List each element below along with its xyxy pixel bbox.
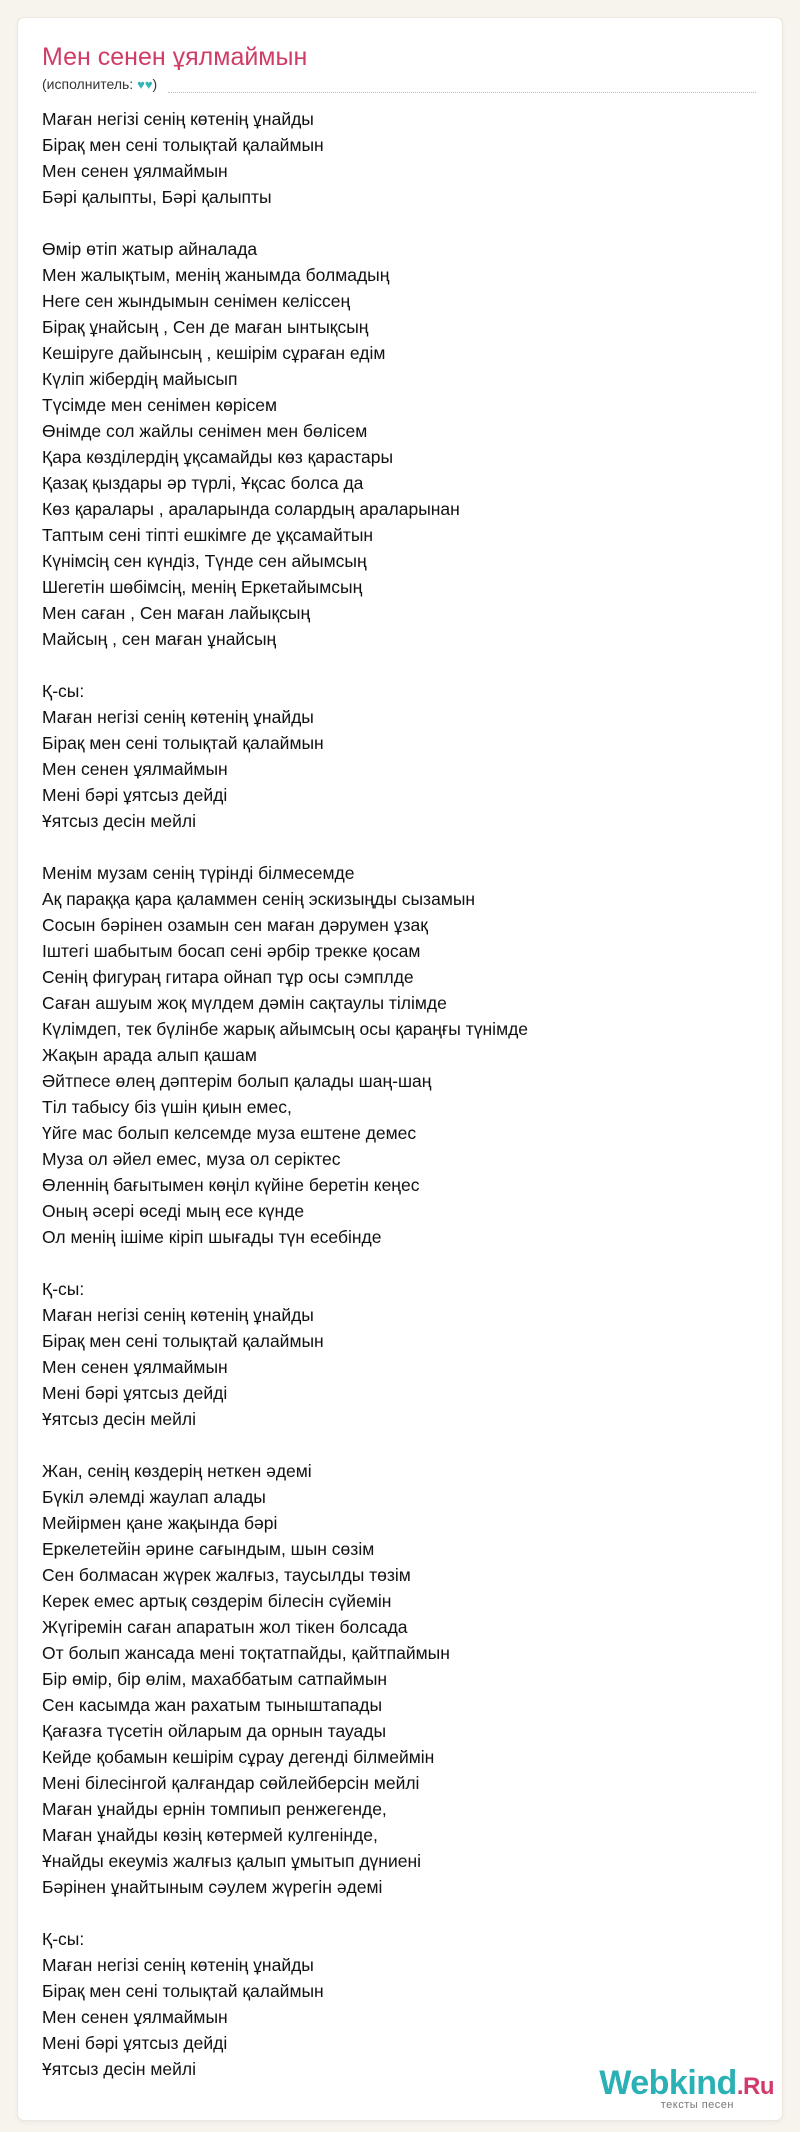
lyrics-line: Тіл табысу біз үшін қиын емес, (42, 1097, 292, 1117)
lyrics-line: Мені бәрі ұятсыз дейді (42, 785, 228, 805)
lyrics-line: Маған негізі сенің көтенің ұнайды (42, 109, 314, 129)
lyrics-line: Маған ұнайды көзің көтермей кулгенінде, (42, 1825, 378, 1845)
lyrics-line: Мейірмен қане жақында бәрі (42, 1513, 278, 1533)
lyrics-line: Таптым сені тіпті ешкімге де ұқсамайтын (42, 525, 374, 545)
lyrics-line: Түсімде мен сенімен көрісем (42, 395, 278, 415)
lyrics-line: Күнімсің сен күндіз, Түнде сен айымсың (42, 551, 367, 571)
lyrics-line: Жақын арада алып қашам (42, 1045, 257, 1065)
lyrics-line: Іштегі шабытым босап сені әрбір трекке қосам (42, 941, 421, 961)
lyrics-line: Бәрі қалыпты, Бәрі қалыпты (42, 187, 272, 207)
lyrics-stanza (42, 106, 528, 210)
lyrics-line: Сен болмасан жүрек жалғыз, таусылды төзім (42, 1565, 411, 1585)
dotted-divider (168, 92, 756, 93)
lyrics-stanza (42, 678, 528, 834)
lyrics-line: Оның әсері өседі мың есе күнде (42, 1201, 305, 1221)
lyrics-line: Бірақ мен сені толықтай қалаймын (42, 733, 324, 753)
lyrics-line: Күлімдеп, тек бүлінбе жарық айымсың осы қараңғы түнімде (42, 1019, 529, 1039)
lyrics-line: Мені бәрі ұятсыз дейді (42, 2033, 228, 2053)
lyrics-line: Әйтпесе өлең дәптерім болып қалады шаң-шаң (42, 1071, 432, 1091)
lyrics-line: Көз қаралары , араларында солардың араларынан (42, 499, 460, 519)
logo-kind-text: kind (668, 2064, 737, 2102)
lyrics-line: Шегетін шөбімсің, менің Еркетайымсың (42, 577, 363, 597)
lyrics-stanza (42, 860, 528, 1250)
lyrics-line: Ұятсыз десін мейлі (42, 811, 196, 831)
lyrics-line: Маған негізі сенің көтенің ұнайды (42, 1955, 314, 1975)
lyrics-line: Ол менің ішіме кіріп шығады түн есебінде (42, 1227, 382, 1247)
lyrics-line: Сен касымда жан рахатым тыныштапады (42, 1695, 383, 1715)
lyrics-line: Мені білесінгой қалғандар сөйлейберсін мейлі (42, 1773, 420, 1793)
lyrics-line: Кейде қобамын кешірім сұрау дегенді білмеймін (42, 1747, 435, 1767)
lyrics-line: Мен сенен ұялмаймын (42, 2007, 228, 2027)
lyrics-line: Неге сен жындымын сенімен келіссең (42, 291, 351, 311)
lyrics-stanza (42, 1458, 528, 1900)
lyrics-line: Бір өмір, бір өлім, махаббатым сатпаймын (42, 1669, 388, 1689)
lyrics-line: Өнімде сол жайлы сенімен мен бөлісем (42, 421, 368, 441)
lyrics-line: Маған ұнайды ернін томпиып ренжегенде, (42, 1799, 387, 1819)
performer-label: (исполнитель: (42, 76, 138, 92)
lyrics-line: Ұятсыз десін мейлі (42, 2059, 196, 2079)
lyrics-body (42, 106, 528, 2108)
lyrics-line: Мен сенен ұялмаймын (42, 161, 228, 181)
lyrics-stanza (42, 1276, 528, 1432)
performer-close: ) (152, 76, 158, 92)
lyrics-line: Сенің фигураң гитара ойнап тұр осы сэмплде (42, 967, 414, 987)
lyrics-line: Жан, сенің көздерің неткен әдемі (42, 1461, 312, 1481)
lyrics-line: Мен саған , Сен маған лайықсың (42, 603, 311, 623)
lyrics-line: Мен сенен ұялмаймын (42, 759, 228, 779)
lyrics-line: Мен жалықтым, менің жанымда болмадың (42, 265, 390, 285)
lyrics-line: Сосын бәрінен озамын сен маған дәрумен ұзақ (42, 915, 428, 935)
lyrics-line: Бірақ мен сені толықтай қалаймын (42, 1331, 324, 1351)
lyrics-line: Бүкіл әлемді жаулап алады (42, 1487, 266, 1507)
site-logo[interactable] (599, 2065, 774, 2111)
lyrics-line: Ақ параққа қара қаламмен сенің эскизыңды сызамын (42, 889, 476, 909)
lyrics-line: Қара көзділердің ұқсамайды көз қарастары (42, 447, 394, 467)
lyrics-line: Мен сенен ұялмаймын (42, 1357, 228, 1377)
lyrics-line: Керек емес артық сөздерім білесін сүйемін (42, 1591, 392, 1611)
lyrics-line: Өмір өтіп жатыр айналада (42, 239, 258, 259)
lyrics-line: Бәрінен ұнайтыным сәулем жүрегін әдемі (42, 1877, 383, 1897)
lyrics-line: Ұнайды екеуміз жалғыз қалып ұмытып дүниені (42, 1851, 422, 1871)
lyrics-line: От болып жансада мені тоқтатпайды, қайтпаймын (42, 1643, 450, 1663)
lyrics-line: Жүгіремін саған апаратын жол тікен болсада (42, 1617, 408, 1637)
lyrics-line: Еркелетейін әрине сағындым, шын сөзім (42, 1539, 375, 1559)
logo-subtitle: тексты песен (660, 2099, 734, 2111)
lyrics-line: Кешіруге дайынсың , кешірім сұраған едім (42, 343, 386, 363)
lyrics-line: Қ-сы: (42, 681, 85, 701)
lyrics-line: Қ-сы: (42, 1929, 85, 1949)
lyrics-line: Қағазға түсетін ойларым да орнын тауады (42, 1721, 387, 1741)
lyrics-line: Бірақ ұнайсың , Сен де маған ынтықсың (42, 317, 369, 337)
lyrics-line: Күліп жібердің майысып (42, 369, 238, 389)
lyrics-line: Саған ашуым жоқ мүлдем дәмін сақтаулы тілімде (42, 993, 447, 1013)
lyrics-line: Менім музам сенің түрінді білмесемде (42, 863, 355, 883)
lyrics-line: Қазақ қыздары әр түрлі, Ұқсас болса да (42, 473, 364, 493)
lyrics-stanza (42, 236, 528, 652)
logo-web-text: Web (599, 2064, 669, 2102)
logo-ru-text: .Ru (736, 2073, 774, 2100)
lyrics-line: Муза ол әйел емес, муза ол серіктес (42, 1149, 341, 1169)
lyrics-stanza (42, 1926, 528, 2082)
lyrics-line: Үйге мас болып келсемде муза ештене демес (42, 1123, 417, 1143)
lyrics-line: Бірақ мен сені толықтай қалаймын (42, 1981, 324, 2001)
lyrics-line: Маған негізі сенің көтенің ұнайды (42, 1305, 314, 1325)
lyrics-line: Бірақ мен сені толықтай қалаймын (42, 135, 324, 155)
page-title: Мен сенен ұялмаймын (42, 43, 308, 71)
performer-line (42, 75, 157, 94)
lyrics-line: Өленнің бағытымен көңіл күйіне беретін кеңес (42, 1175, 420, 1195)
hearts-icon[interactable]: ♥♥ (137, 77, 153, 92)
lyrics-line: Мені бәрі ұятсыз дейді (42, 1383, 228, 1403)
lyrics-line: Майсың , сен маған ұнайсың (42, 629, 277, 649)
lyrics-line: Қ-сы: (42, 1279, 85, 1299)
lyrics-line: Маған негізі сенің көтенің ұнайды (42, 707, 314, 727)
lyrics-line: Ұятсыз десін мейлі (42, 1409, 196, 1429)
